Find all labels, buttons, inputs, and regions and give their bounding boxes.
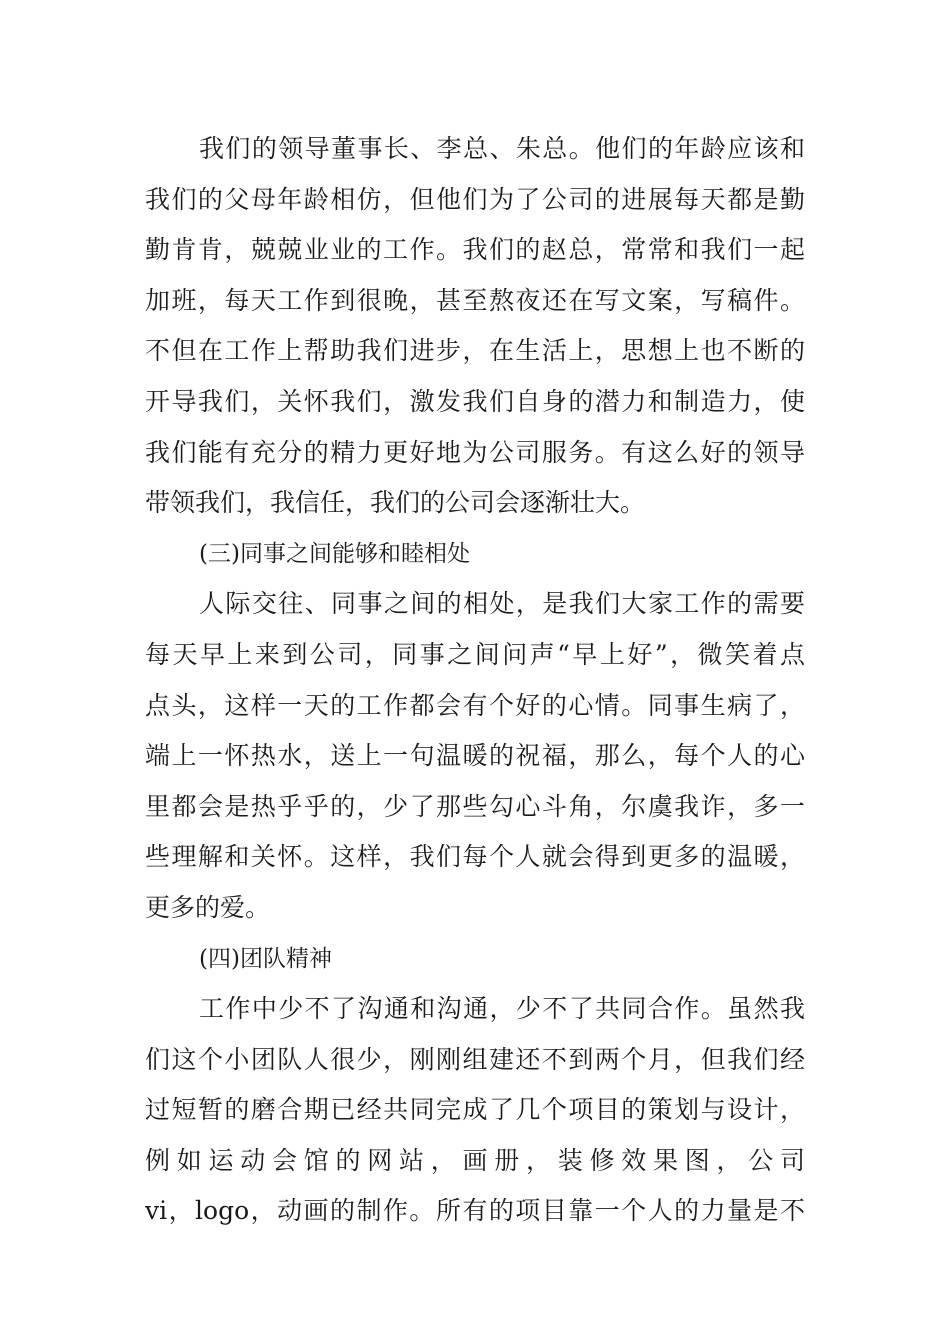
text-line: 例如运动会馆的网站，画册，装修效果图，公司	[145, 1145, 805, 1175]
text-line: 端上一怀热水，送上一句温暖的祝福，那么，每个人的心	[145, 741, 805, 771]
text-line: 每天早上来到公司，同事之间问声“早上好”，微笑着点	[145, 639, 805, 669]
paragraph-team-spirit	[145, 984, 805, 1237]
text-line: 带领我们，我信任，我们的公司会逐渐壮大。	[145, 488, 646, 518]
text-line: 过短暂的磨合期已经共同完成了几个项目的策划与设计，	[145, 1095, 805, 1125]
text-line: 我们的父母年龄相仿，但他们为了公司的进展每天都是勤	[145, 184, 805, 214]
paragraph-leadership	[145, 124, 805, 529]
paragraph-colleagues	[145, 579, 805, 933]
section-heading-colleagues: (三)同事之间能够和睦相处	[199, 540, 470, 567]
text-line: 工作中少不了沟通和沟通，少不了共同合作。虽然我	[199, 994, 805, 1024]
document-page	[145, 124, 805, 1237]
text-line: vi，logo，动画的制作。所有的项目靠一个人的力量是不	[145, 1196, 805, 1226]
text-line: 开导我们，关怀我们，激发我们自身的潜力和制造力，使	[145, 386, 805, 416]
text-line: 里都会是热乎乎的，少了那些勾心斗角，尔虞我诈，多一	[145, 791, 805, 821]
text-line: 我们的领导董事长、李总、朱总。他们的年龄应该和	[199, 134, 805, 163]
text-line: 人际交往、同事之间的相处，是我们大家工作的需要	[199, 589, 805, 619]
text-line: 我们能有充分的精力更好地为公司服务。有这么好的领导	[145, 437, 805, 467]
text-line: 加班，每天工作到很晚，甚至熬夜还在写文案，写稿件。	[145, 285, 805, 315]
text-line: 点头，这样一天的工作都会有个好的心情。同事生病了，	[145, 690, 805, 720]
text-line: 更多的爱。	[145, 892, 271, 922]
text-line: 些理解和关怀。这样，我们每个人就会得到更多的温暖，	[145, 842, 805, 872]
section-heading-team-spirit: (四)团队精神	[199, 945, 332, 972]
text-line: 不但在工作上帮助我们进步，在生活上，思想上也不断的	[145, 336, 805, 366]
text-line: 们这个小团队人很少，刚刚组建还不到两个月，但我们经	[145, 1044, 805, 1074]
text-line: 勤肯肯，兢兢业业的工作。我们的赵总，常常和我们一起	[145, 235, 805, 265]
